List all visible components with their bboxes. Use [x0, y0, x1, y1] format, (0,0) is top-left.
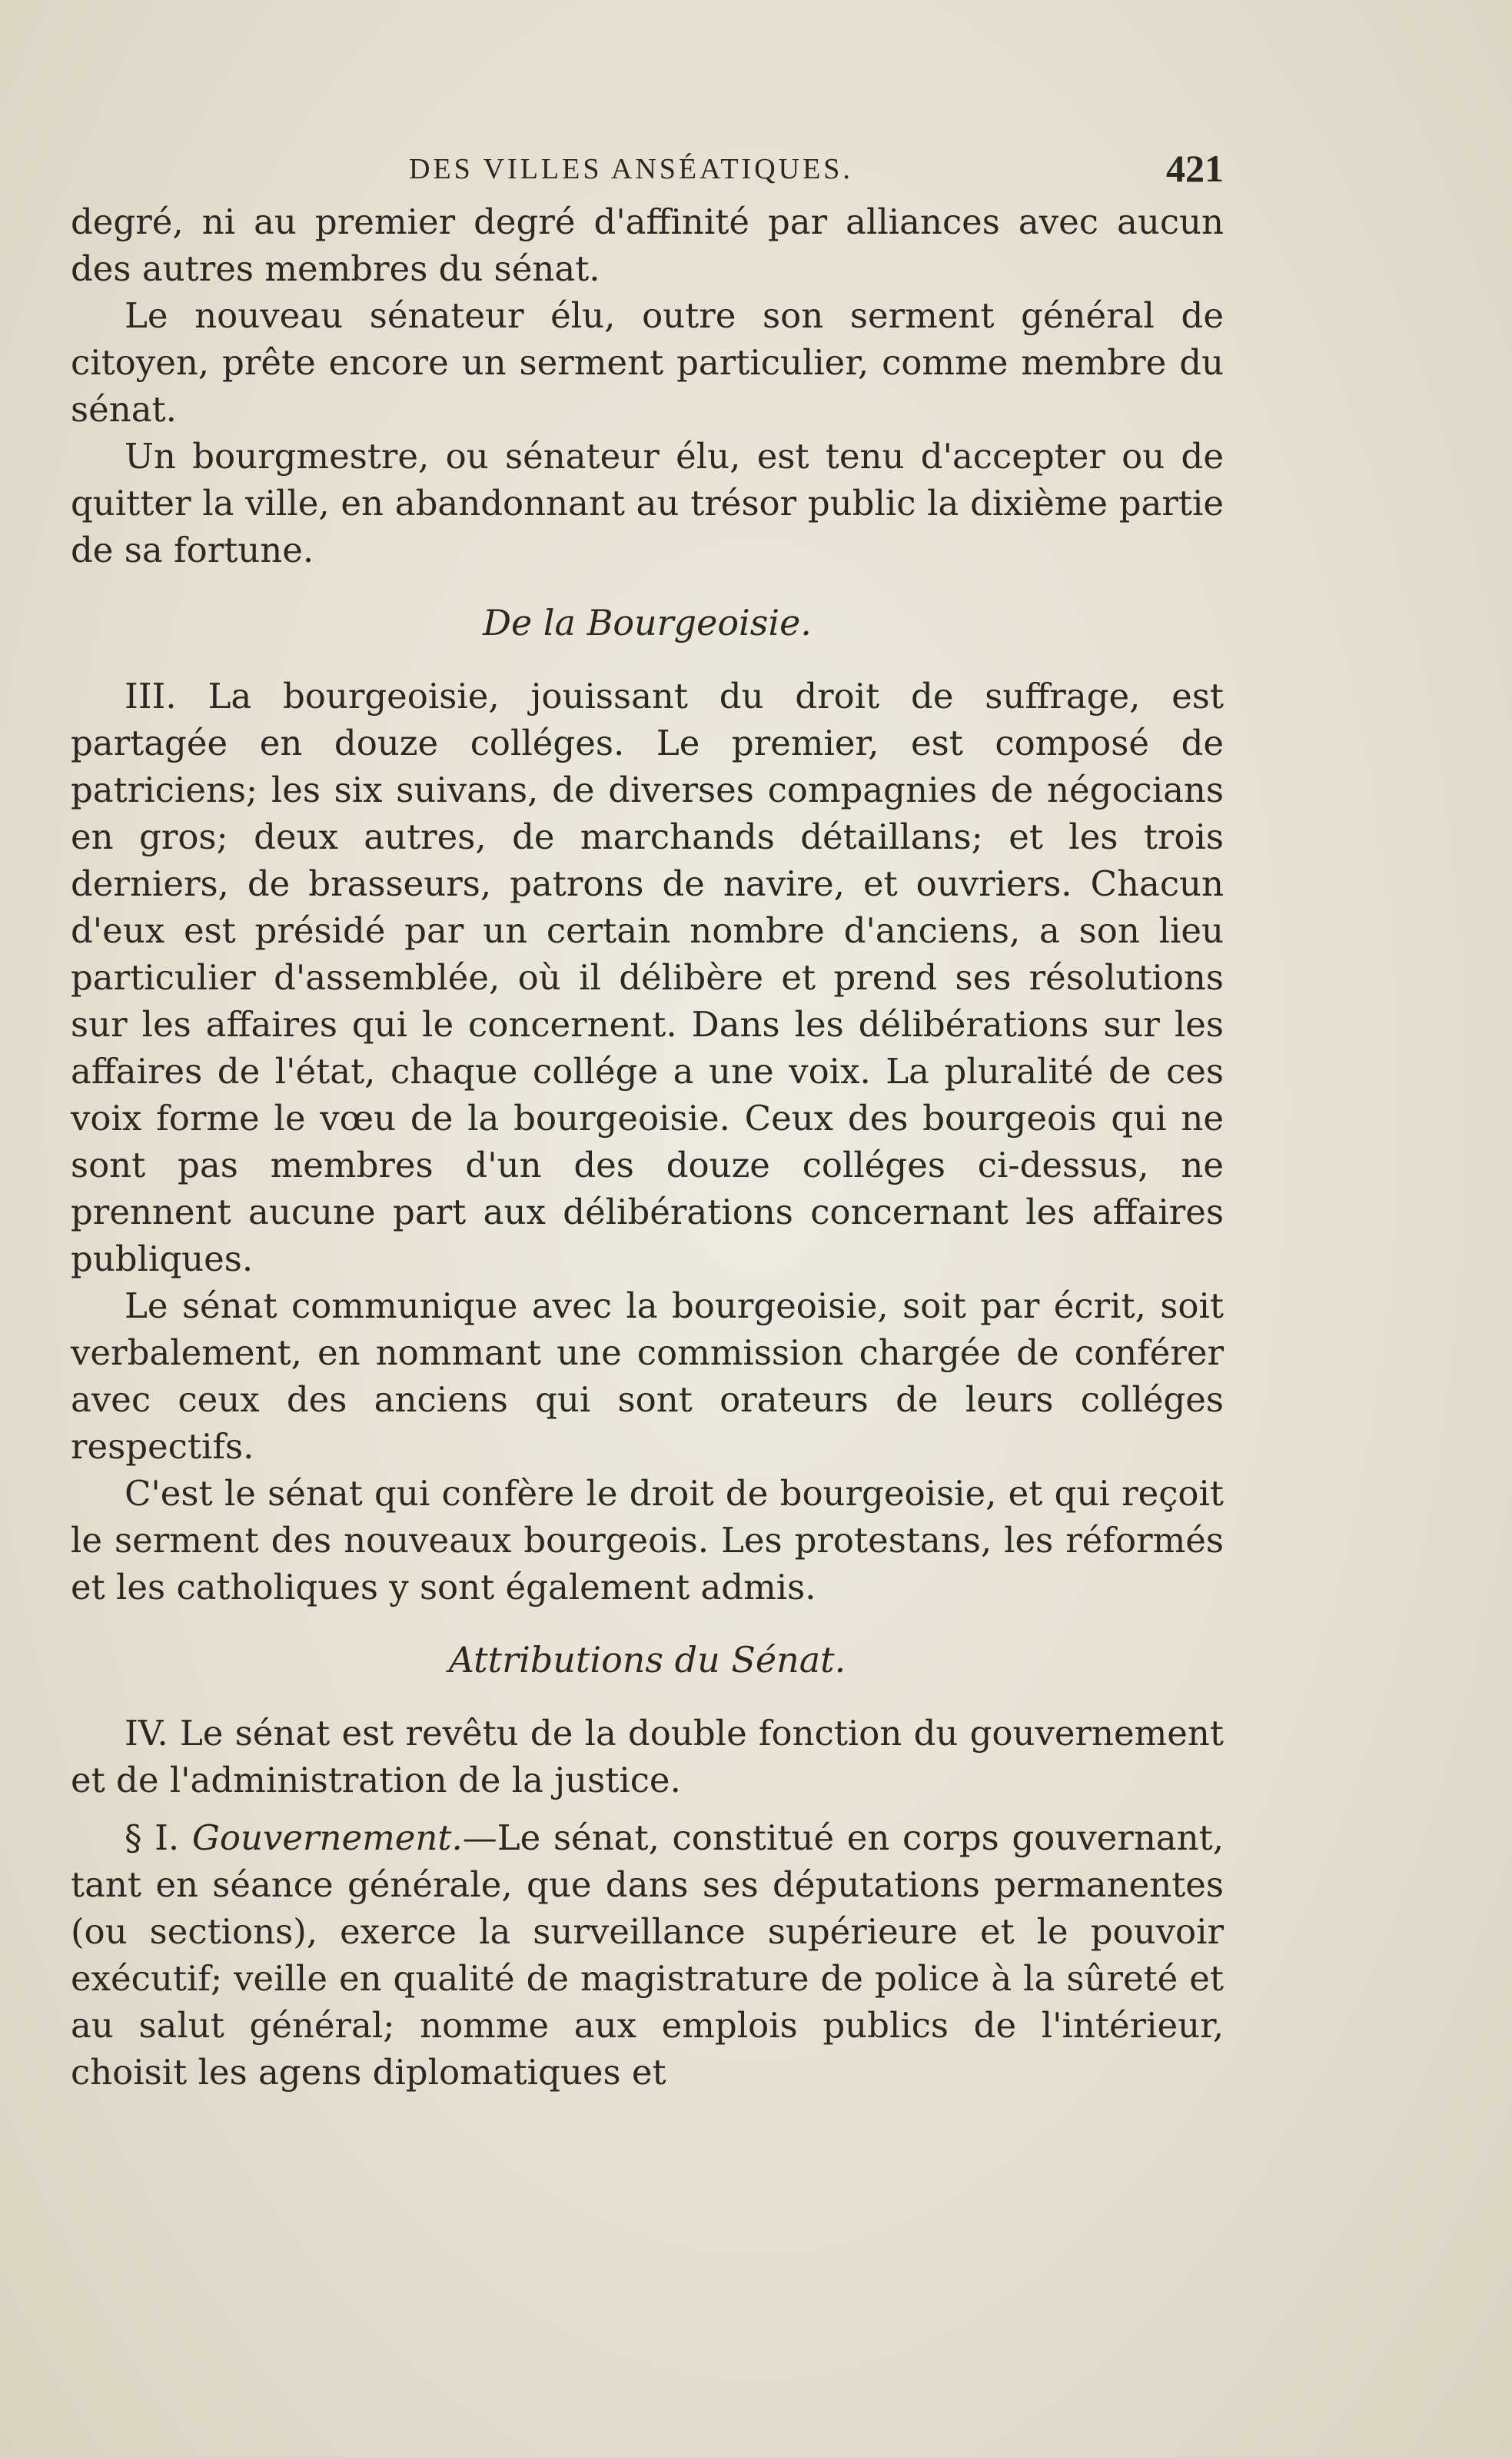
paragraph-continuation: degré, ni au premier degré d'affinité par alliances avec aucun des autres membres du sénat. — [71, 201, 1224, 289]
page-text-block — [71, 146, 1224, 2096]
section-iii-text: La bourgeoisie, jouissant du droit de suffrage, est partagée en douze colléges. Le premier, est composé de patriciens; les six suivans, de diverses compagnies de négocians en gros; deux autres, de marchands détaillans; et les trois derniers, de brasseurs, patrons de navire, et ouvriers. Chacun d'eux est présidé par un certain nombre d'anciens, a son lieu particulier d'assemblée, où il délibère et prend ses résolutions sur les affaires qui le concernent. Dans les délibérations sur les affaires de l'état, chaque collége a une voix. La pluralité de ces voix forme le vœu de la bourgeoisie. Ceux des bourgeois qui ne sont pas membres d'un des douze colléges ci-dessus, ne prennent aucune part aux délibérations concernant les affaires publiques. — [71, 676, 1224, 1279]
section-iv-text: Le sénat est revêtu de la double fonction du gouvernement et de l'administration de la justice. — [71, 1713, 1224, 1800]
paragraph-new-senator-oath: Le nouveau sénateur élu, outre son serment général de citoyen, prête encore un serment particulier, comme membre du sénat. — [71, 295, 1224, 430]
section-s1 — [71, 1814, 1224, 2096]
paragraph-burgomaster: Un bourgmestre, ou sénateur élu, est tenu d'accepter ou de quitter la ville, en abandonnant au trésor public la dixième partie de sa fortune. — [71, 436, 1224, 570]
section-iii — [71, 673, 1224, 1282]
running-title: DES VILLES ANSÉATIQUES. — [409, 153, 853, 185]
page-number: 421 — [1166, 147, 1224, 190]
section-s1-label: § I. — [125, 1817, 180, 1858]
spacer — [71, 1804, 1224, 1814]
running-head — [71, 146, 1224, 192]
paragraph-senate-communication: Le sénat communique avec la bourgeoisie, soit par écrit, soit verbalement, en nommant une commission chargée de conférer avec ceux des anciens qui sont orateurs de leurs colléges respectifs. — [71, 1285, 1224, 1467]
section-s1-title: Gouvernement. — [191, 1817, 463, 1858]
section-s1-text: —Le sénat, constitué en corps gouvernant, tant en séance générale, que dans ses députations permanentes (ou sections), exerce la surveillance supérieure et le pouvoir exécutif; veille en qualité de magistrature de police à la sûreté et au salut général; nomme aux emplois publics de l'intérieur, choisit les agens diplomatiques et — [71, 1817, 1225, 2093]
heading-attributions-senat: Attributions du Sénat. — [448, 1639, 846, 1681]
paragraph-right-of-citizenship: C'est le sénat qui confère le droit de bourgeoisie, et qui reçoit le serment des nouveaux bourgeois. Les protestans, les réformés et les catholiques y sont également admis. — [71, 1473, 1224, 1608]
section-iii-label: III. — [125, 676, 177, 716]
section-iv — [71, 1710, 1224, 1804]
heading-bourgeoisie: De la Bourgeoisie. — [483, 602, 812, 643]
section-iv-label: IV. — [125, 1713, 168, 1754]
